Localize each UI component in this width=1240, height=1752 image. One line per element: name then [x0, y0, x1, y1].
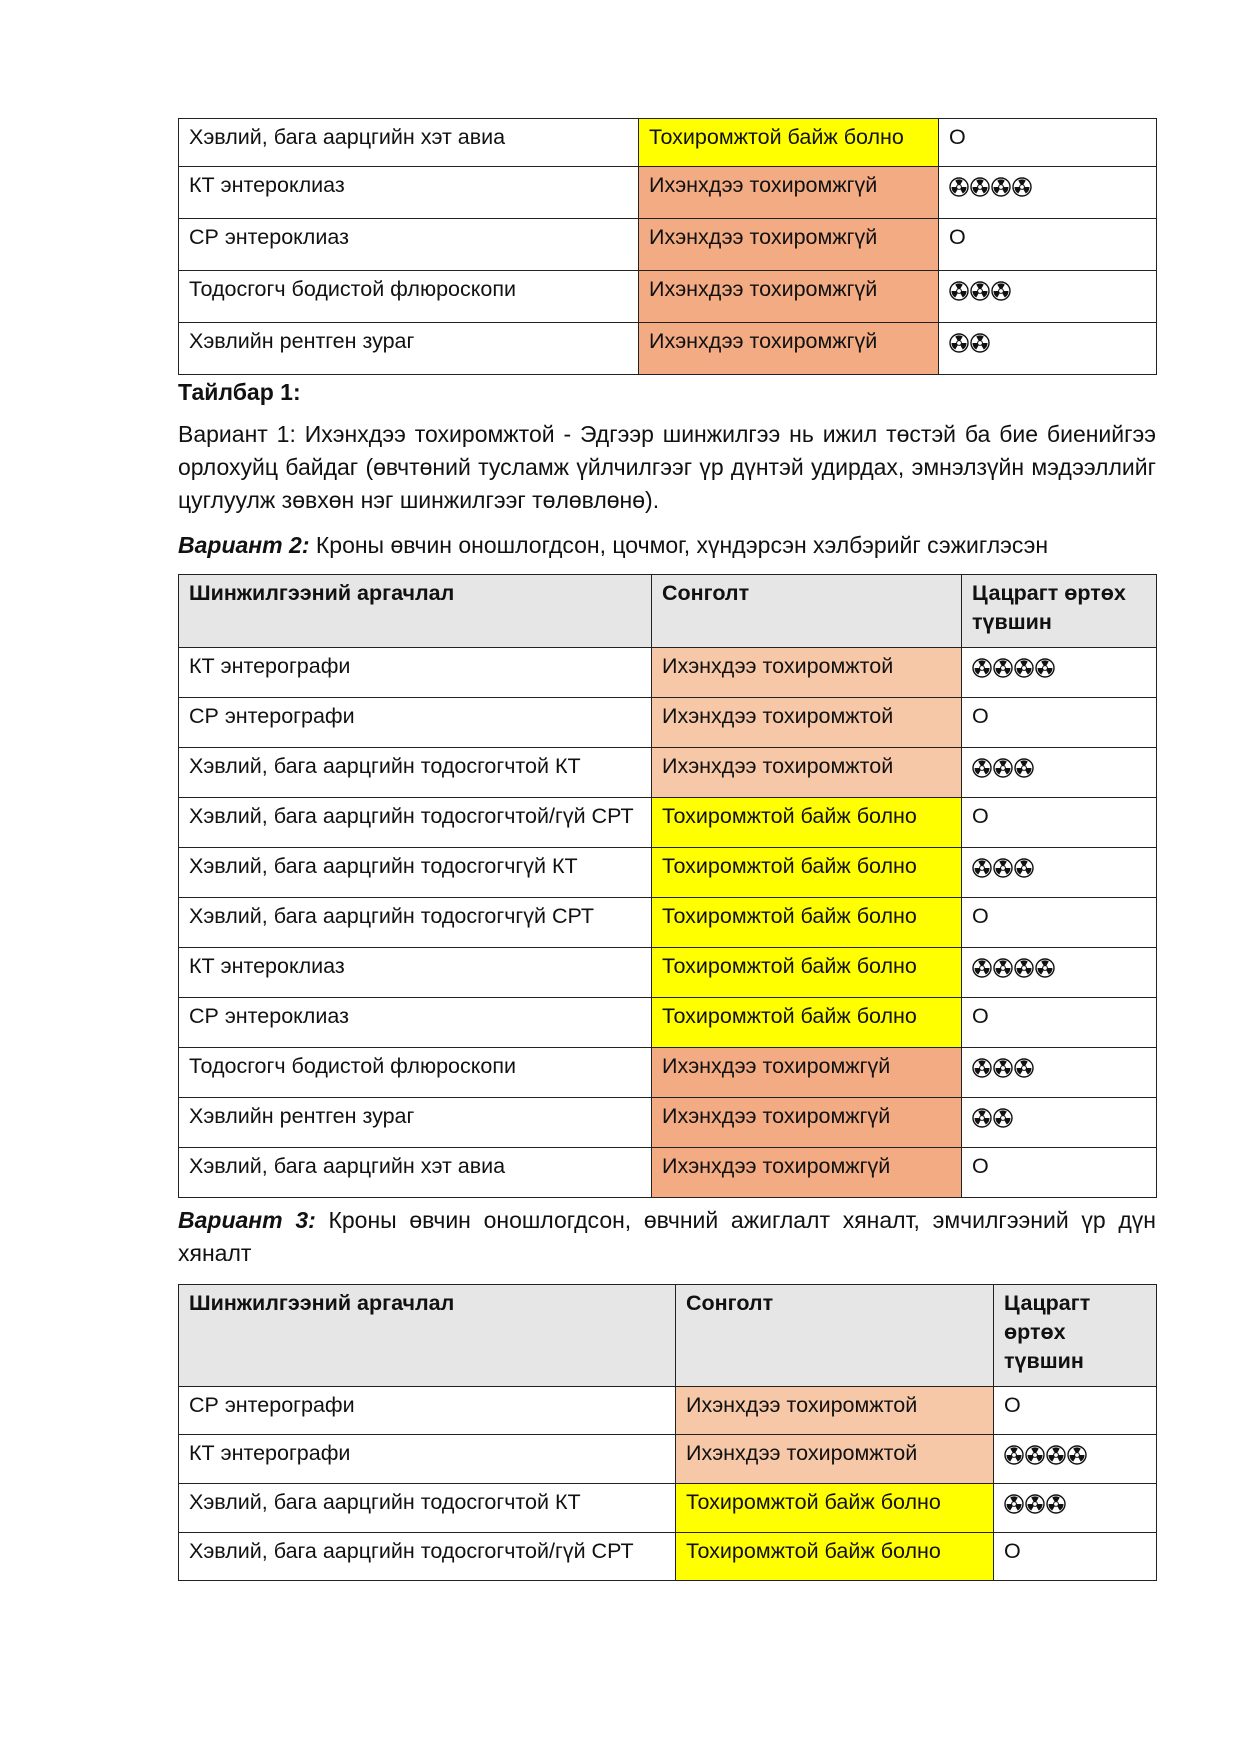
radiation-level-cell	[962, 798, 1157, 848]
method-cell: СР энтерографи	[179, 1387, 676, 1435]
radiation-level-cell	[962, 1048, 1157, 1098]
radiation-icon	[993, 758, 1013, 778]
radiation-icons	[949, 333, 990, 353]
radiation-icon	[1012, 177, 1032, 197]
zero-radiation-mark: O	[949, 125, 966, 149]
zero-radiation-mark: O	[1004, 1393, 1021, 1417]
zero-radiation-mark: O	[972, 904, 989, 928]
note-title: Тайлбар 1:	[178, 379, 301, 405]
zero-radiation-mark: O	[972, 704, 989, 728]
radiation-icons	[949, 177, 1032, 197]
choice-cell: Тохиромжтой байж болно	[676, 1484, 994, 1533]
table2-header-method: Шинжилгээний аргачлал	[179, 575, 652, 648]
table3-header-method: Шинжилгээний аргачлал	[179, 1285, 676, 1387]
table-row	[179, 1148, 1157, 1198]
table-row	[179, 798, 1157, 848]
method-cell: СР энтероклиаз	[179, 998, 652, 1048]
radiation-icon	[1014, 658, 1034, 678]
table-row	[179, 948, 1157, 998]
choice-cell: Тохиромжтой байж болно	[676, 1533, 994, 1581]
table-row	[179, 698, 1157, 748]
choice-cell: Ихэнхдээ тохиромжгүй	[639, 323, 939, 375]
method-cell: КТ энтерографи	[179, 648, 652, 698]
table2-body	[179, 648, 1157, 1198]
choice-cell: Ихэнхдээ тохиромжтой	[652, 748, 962, 798]
radiation-icon	[1035, 958, 1055, 978]
table3-header-row	[179, 1285, 1157, 1387]
choice-cell: Ихэнхдээ тохиромжтой	[652, 698, 962, 748]
radiation-level-cell	[962, 748, 1157, 798]
zero-radiation-mark: O	[1004, 1539, 1021, 1563]
radiation-level-cell	[962, 1098, 1157, 1148]
radiation-level-cell	[939, 219, 1157, 271]
choice-cell: Ихэнхдээ тохиромжгүй	[652, 1048, 962, 1098]
radiation-icon	[949, 333, 969, 353]
method-cell: КТ энтероклиаз	[179, 948, 652, 998]
radiation-level-cell	[939, 323, 1157, 375]
radiation-level-cell	[994, 1484, 1157, 1533]
radiation-icons	[972, 958, 1055, 978]
radiation-level-cell	[962, 848, 1157, 898]
variant3-label: Вариант 3:	[178, 1207, 316, 1233]
method-cell: Тодосгогч бодистой флюроскопи	[179, 271, 639, 323]
zero-radiation-mark: O	[972, 1004, 989, 1028]
method-cell: Хэвлий, бага аарцгийн тодосгогчтой/гүй СРТ	[179, 1533, 676, 1581]
choice-cell: Тохиромжтой байж болно	[639, 119, 939, 167]
radiation-icons	[1004, 1494, 1066, 1514]
table-row	[179, 748, 1157, 798]
table-variant3	[178, 1284, 1157, 1581]
zero-radiation-mark: O	[949, 225, 966, 249]
radiation-icon	[991, 281, 1011, 301]
zero-radiation-mark: O	[972, 804, 989, 828]
radiation-icon	[972, 958, 992, 978]
radiation-icon	[991, 177, 1011, 197]
radiation-icon	[1025, 1445, 1045, 1465]
radiation-icons	[949, 281, 1011, 301]
table-row	[179, 119, 1157, 167]
table-row	[179, 1048, 1157, 1098]
radiation-icon	[993, 958, 1013, 978]
table-row	[179, 898, 1157, 948]
table2-header-row	[179, 575, 1157, 648]
radiation-icon	[1046, 1445, 1066, 1465]
method-cell: Хэвлийн рентген зураг	[179, 323, 639, 375]
radiation-level-cell	[994, 1387, 1157, 1435]
table-row	[179, 1533, 1157, 1581]
choice-cell: Ихэнхдээ тохиромжгүй	[652, 1098, 962, 1148]
radiation-icon	[972, 858, 992, 878]
choice-cell: Тохиромжтой байж болно	[652, 798, 962, 848]
radiation-icon	[970, 177, 990, 197]
choice-cell: Ихэнхдээ тохиромжгүй	[652, 1148, 962, 1198]
variant2-text: Кроны өвчин оношлогдсон, цочмог, хүндэрсэн хэлбэрийг сэжиглэсэн	[309, 532, 1049, 558]
choice-cell: Тохиромжтой байж болно	[652, 948, 962, 998]
choice-cell: Ихэнхдээ тохиромжтой	[676, 1387, 994, 1435]
radiation-icon	[1014, 858, 1034, 878]
method-cell: Хэвлий, бага аарцгийн тодосгогчгүй КТ	[179, 848, 652, 898]
radiation-icon	[972, 758, 992, 778]
radiation-level-cell	[962, 698, 1157, 748]
radiation-icon	[1014, 958, 1034, 978]
table-row	[179, 271, 1157, 323]
table3-body	[179, 1387, 1157, 1581]
radiation-icons	[972, 1108, 1013, 1128]
variant2-heading	[178, 529, 1156, 562]
radiation-icon	[1014, 758, 1034, 778]
radiation-icon	[993, 658, 1013, 678]
table-row	[179, 1387, 1157, 1435]
table1-body	[179, 119, 1157, 375]
table-row	[179, 1484, 1157, 1533]
table3-header-choice: Сонголт	[676, 1285, 994, 1387]
table-row	[179, 167, 1157, 219]
method-cell: Хэвлий, бага аарцгийн хэт авиа	[179, 119, 639, 167]
radiation-level-cell	[994, 1435, 1157, 1484]
variant3-heading	[178, 1204, 1156, 1270]
table-row	[179, 648, 1157, 698]
variant3-text: Кроны өвчин оношлогдсон, өвчний ажиглалт хяналт, эмчилгээний үр дүн хяналт	[178, 1207, 1156, 1266]
method-cell: Хэвлий, бага аарцгийн тодосгогчтой/гүй СРТ	[179, 798, 652, 848]
radiation-icon	[993, 1108, 1013, 1128]
radiation-level-cell	[962, 948, 1157, 998]
radiation-icon	[1014, 1058, 1034, 1078]
radiation-icon	[949, 281, 969, 301]
table-row	[179, 323, 1157, 375]
radiation-icon	[972, 1058, 992, 1078]
choice-cell: Тохиромжтой байж болно	[652, 848, 962, 898]
radiation-icons	[972, 1058, 1034, 1078]
radiation-icon	[1046, 1494, 1066, 1514]
table-continued	[178, 118, 1157, 375]
radiation-level-cell	[994, 1533, 1157, 1581]
table-row	[179, 1098, 1157, 1148]
radiation-icon	[1035, 658, 1055, 678]
choice-cell: Ихэнхдээ тохиромжтой	[676, 1435, 994, 1484]
table-row	[179, 1435, 1157, 1484]
radiation-icon	[993, 858, 1013, 878]
radiation-icon	[970, 281, 990, 301]
radiation-icon	[1004, 1494, 1024, 1514]
table-row	[179, 998, 1157, 1048]
table2-header-radiation: Цацрагт өртөх түвшин	[962, 575, 1157, 648]
method-cell: Хэвлий, бага аарцгийн тодосгогчгүй СРТ	[179, 898, 652, 948]
radiation-level-cell	[962, 1148, 1157, 1198]
method-cell: Хэвлий, бага аарцгийн тодосгогчтой КТ	[179, 1484, 676, 1533]
variant2-label: Вариант 2:	[178, 532, 310, 558]
radiation-level-cell	[962, 998, 1157, 1048]
radiation-icons	[1004, 1445, 1087, 1465]
radiation-icons	[972, 658, 1055, 678]
method-cell: СР энтероклиаз	[179, 219, 639, 271]
choice-cell: Ихэнхдээ тохиромжгүй	[639, 219, 939, 271]
choice-cell: Ихэнхдээ тохиромжтой	[652, 648, 962, 698]
radiation-icon	[1004, 1445, 1024, 1465]
radiation-icon	[1025, 1494, 1045, 1514]
radiation-icon	[993, 1058, 1013, 1078]
method-cell: Хэвлий, бага аарцгийн хэт авиа	[179, 1148, 652, 1198]
radiation-icons	[972, 758, 1034, 778]
document-page	[178, 118, 1156, 1581]
choice-cell: Тохиромжтой байж болно	[652, 998, 962, 1048]
radiation-icon	[970, 333, 990, 353]
table-row	[179, 848, 1157, 898]
radiation-icon	[972, 1108, 992, 1128]
method-cell: КТ энтерографи	[179, 1435, 676, 1484]
radiation-icon	[949, 177, 969, 197]
radiation-icon	[972, 658, 992, 678]
radiation-level-cell	[939, 119, 1157, 167]
choice-cell: Тохиромжтой байж болно	[652, 898, 962, 948]
radiation-level-cell	[939, 167, 1157, 219]
method-cell: Хэвлийн рентген зураг	[179, 1098, 652, 1148]
choice-cell: Ихэнхдээ тохиромжгүй	[639, 167, 939, 219]
table2-header-choice: Сонголт	[652, 575, 962, 648]
table3-header-radiation: Цацрагт өртөх түвшин	[994, 1285, 1157, 1387]
method-cell: СР энтерографи	[179, 698, 652, 748]
choice-cell: Ихэнхдээ тохиромжгүй	[639, 271, 939, 323]
table-variant2	[178, 574, 1157, 1198]
method-cell: Хэвлий, бага аарцгийн тодосгогчтой КТ	[179, 748, 652, 798]
radiation-level-cell	[962, 898, 1157, 948]
method-cell: КТ энтероклиаз	[179, 167, 639, 219]
method-cell: Тодосгогч бодистой флюроскопи	[179, 1048, 652, 1098]
radiation-level-cell	[962, 648, 1157, 698]
note-text: Вариант 1: Ихэнхдээ тохиромжтой - Эдгээр шинжилгээ нь ижил төстэй ба бие биенийгээ орлохуйц байдаг (өвчтөний тусламж үйлчилгээг үр дүнтэй удирдах, эмнэлзүйн мэдээллийг цуглуулж зөвхөн нэг шинжилгээг төлөвлөнө).	[178, 421, 1156, 513]
radiation-icons	[972, 858, 1034, 878]
table-row	[179, 219, 1157, 271]
radiation-level-cell	[939, 271, 1157, 323]
radiation-icon	[1067, 1445, 1087, 1465]
zero-radiation-mark: O	[972, 1154, 989, 1178]
